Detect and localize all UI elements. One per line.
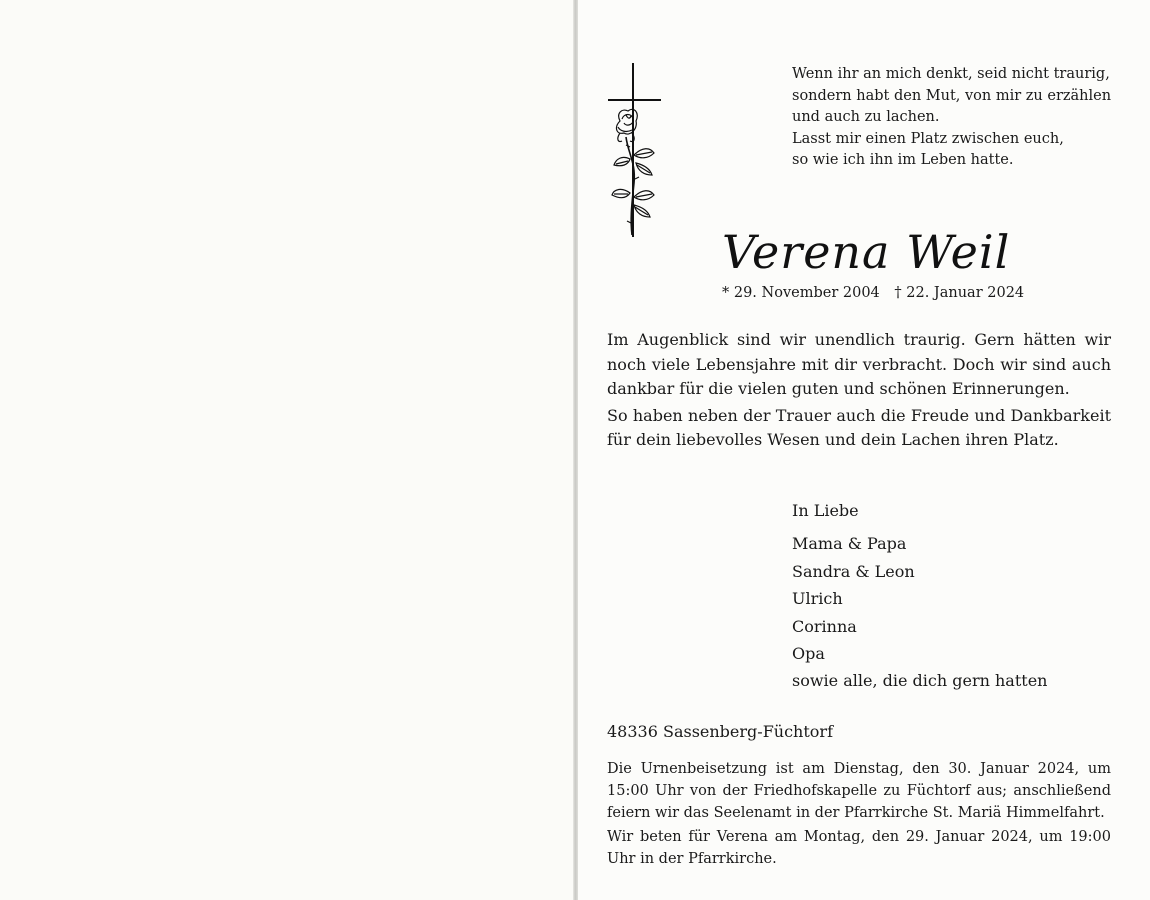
left-page-blank: [0, 0, 573, 900]
message-paragraph: So haben neben der Trauer auch die Freude und Dankbarkeit für dein liebevolles Wesen und dein Lachen ihren Platz.: [607, 405, 1111, 450]
funeral-details: [607, 758, 1111, 872]
poem-line: sondern habt den Mut, von mir zu erzählen: [792, 87, 1112, 104]
mourner-name: Sandra & Leon: [792, 561, 915, 581]
poem-line: und auch zu lachen.: [792, 109, 940, 126]
message-paragraph: Im Augenblick sind wir unendlich traurig. Gern hätten wir noch viele Lebensjahre mit dir verbracht. Doch wir sind auch dankbar für die vielen guten und schönen Erinnerungen.: [607, 330, 1111, 399]
mourner-name: sowie alle, die dich gern hatten: [792, 671, 1048, 691]
memorial-poem: [792, 64, 1122, 172]
place-of-residence: 48336 Sassenberg-Füchtorf: [607, 722, 833, 741]
mourner-name: Opa: [792, 644, 825, 664]
condolence-message: [607, 328, 1111, 455]
poem-line: Lasst mir einen Platz zwischen euch,: [792, 130, 1064, 147]
signoff-intro: In Liebe: [792, 501, 859, 520]
funeral-paragraph: Wir beten für Verena am Montag, den 29. Januar 2024, um 19:00 Uhr in der Pfarrkirche.: [607, 829, 1111, 867]
death-date: † 22. Januar 2024: [894, 285, 1025, 301]
mourners-signoff: [792, 497, 1047, 695]
mourner-name: Mama & Papa: [792, 534, 907, 554]
life-dates: [722, 283, 1034, 303]
funeral-paragraph: Die Urnenbeisetzung ist am Dienstag, den 30. Januar 2024, um 15:00 Uhr von der Friedhofskapelle zu Füchtorf aus; anschließend feiern wir das Seelenamt in der Pfarrkirche St. Mariä Himmelfahrt.: [607, 761, 1111, 821]
mourner-name: Corinna: [792, 616, 857, 636]
birth-date: * 29. November 2004: [722, 285, 880, 301]
cross-with-rose-icon: [606, 63, 662, 239]
deceased-name: Verena Weil: [722, 225, 1011, 279]
mourner-name: Ulrich: [792, 589, 843, 609]
poem-line: so wie ich ihn im Leben hatte.: [792, 152, 1014, 169]
poem-line: Wenn ihr an mich denkt, seid nicht traurig,: [792, 66, 1110, 82]
